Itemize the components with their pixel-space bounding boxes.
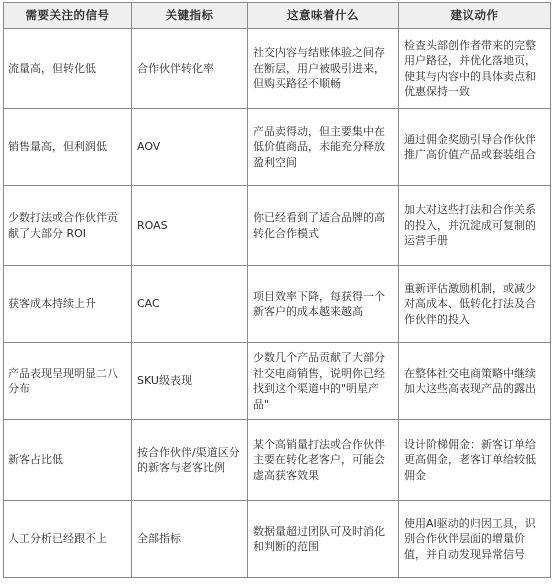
cell-meaning: 某个高销量打法或合作伙伴主要在转化老客户，可能会虚高获客效果	[248, 420, 399, 501]
cell-signal: 人工分析已经跟不上	[4, 501, 132, 578]
table-row	[4, 501, 551, 578]
cell-action: 检查头部创作者带来的完整用户路径，并优化落地页，使其与内容中的具体卖点和优惠保持一致	[399, 29, 551, 109]
cell-action: 通过佣金奖励引导合作伙伴推广高价值产品或套装组合	[399, 109, 551, 186]
cell-meaning: 产品卖得动，但主要集中在低价值商品，未能充分释放盈利空间	[248, 109, 399, 186]
cell-meaning: 你已经看到了适合品牌的高转化合作模式	[248, 186, 399, 266]
cell-meaning: 数据量超过团队可及时消化和判断的范围	[248, 501, 399, 578]
cell-signal: 销售量高，但利润低	[4, 109, 132, 186]
cell-signal: 获客成本持续上升	[4, 266, 132, 343]
cell-metric: SKU级表现	[132, 343, 248, 420]
cell-signal: 新客占比低	[4, 420, 132, 501]
cell-metric: ROAS	[132, 186, 248, 266]
cell-meaning: 项目效率下降，每获得一个新客户的成本越来越高	[248, 266, 399, 343]
table-header-row	[4, 3, 551, 29]
cell-meaning: 社交内容与结账体验之间存在断层，用户被吸引进来，但购买路径不顺畅	[248, 29, 399, 109]
cell-action: 设计阶梯佣金：新客订单给更高佣金，老客订单给较低佣金	[399, 420, 551, 501]
signal-action-table	[3, 2, 551, 578]
cell-metric: 合作伙伴转化率	[132, 29, 248, 109]
cell-signal: 产品表现呈现明显二八分布	[4, 343, 132, 420]
cell-metric: 全部指标	[132, 501, 248, 578]
table-row	[4, 266, 551, 343]
cell-metric: CAC	[132, 266, 248, 343]
table-row	[4, 343, 551, 420]
cell-metric: 按合作伙伴/渠道区分的新客与老客比例	[132, 420, 248, 501]
header-suggested-action: 建议动作	[399, 3, 551, 29]
cell-action: 重新评估激励机制，或减少对高成本、低转化打法及合作伙伴的投入	[399, 266, 551, 343]
cell-signal: 流量高，但转化低	[4, 29, 132, 109]
table-row	[4, 420, 551, 501]
cell-action: 加大对这些打法和合作关系的投入，并沉淀成可复制的运营手册	[399, 186, 551, 266]
table-row	[4, 186, 551, 266]
cell-action: 在整体社交电商策略中继续加大这些高表现产品的露出	[399, 343, 551, 420]
cell-signal: 少数打法或合作伙伴贡献了大部分 ROI	[4, 186, 132, 266]
table-row	[4, 109, 551, 186]
cell-action: 使用AI驱动的归因工具，识别合作伙伴层面的增量价值，并自动发现异常信号	[399, 501, 551, 578]
header-key-metric: 关键指标	[132, 3, 248, 29]
cell-meaning: 少数几个产品贡献了大部分社交电商销售，说明你已经找到这个渠道中的"明星产品"	[248, 343, 399, 420]
signal-table-sheet	[3, 2, 550, 581]
cell-metric: AOV	[132, 109, 248, 186]
table-row	[4, 29, 551, 109]
header-signal: 需要关注的信号	[4, 3, 132, 29]
header-meaning: 这意味着什么	[248, 3, 399, 29]
